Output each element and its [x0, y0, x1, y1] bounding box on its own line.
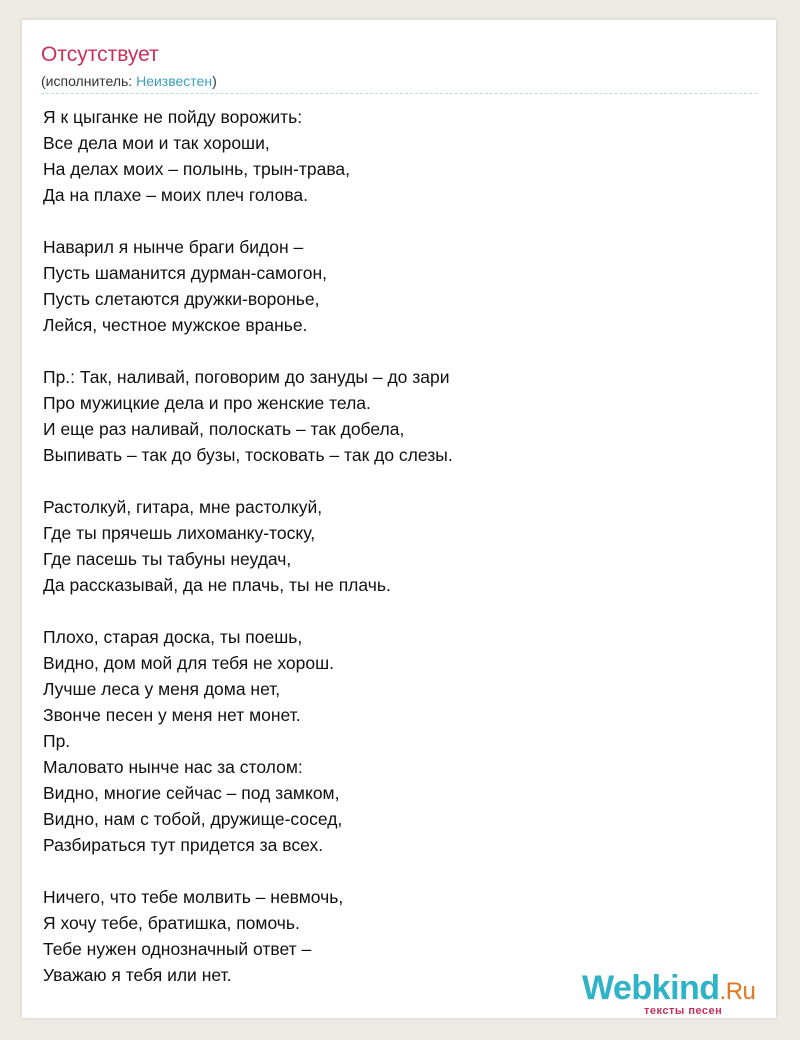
lyrics-line: Наварил я нынче браги бидон – [43, 237, 304, 257]
lyrics-line: Разбираться тут придется за всех. [43, 835, 324, 855]
lyrics-line: И еще раз наливай, полоскать – так добела, [43, 419, 405, 439]
lyrics-line: Лучше леса у меня дома нет, [43, 679, 281, 699]
lyrics-line: Где ты прячешь лихоманку-тоску, [43, 523, 316, 543]
artist-line [41, 72, 217, 90]
song-title: Отсутствует [41, 43, 159, 66]
lyrics-text [43, 104, 743, 1014]
lyrics-line: Пр.: Так, наливай, поговорим до зануды – до зари [43, 367, 450, 387]
lyrics-line: Все дела мои и так хороши, [43, 133, 270, 153]
lyrics-line: Я к цыганке не пойду ворожить: [43, 107, 303, 127]
lyrics-line: Видно, дом мой для тебя не хорош. [43, 653, 335, 673]
lyrics-stanza [43, 364, 743, 468]
lyrics-line: Растолкуй, гитара, мне растолкуй, [43, 497, 323, 517]
lyrics-line: Да рассказывай, да не плачь, ты не плачь. [43, 575, 391, 595]
title-divider [41, 93, 757, 94]
artist-suffix: ) [212, 73, 217, 89]
logo-brand-name: Webkind [582, 969, 720, 1007]
lyrics-stanza [43, 104, 743, 208]
lyrics-line: Видно, многие сейчас – под замком, [43, 783, 340, 803]
lyrics-line: Звонче песен у меня нет монет. [43, 705, 301, 725]
lyrics-stanza [43, 624, 743, 858]
lyrics-line: Пусть слетаются дружки-воронье, [43, 289, 320, 309]
lyrics-line: Про мужицкие дела и про женские тела. [43, 393, 371, 413]
logo-brand-tld: .Ru [719, 978, 756, 1005]
lyrics-line: Выпивать – так до бузы, тосковать – так до слезы. [43, 445, 453, 465]
logo-tagline: тексты песен [644, 1005, 723, 1017]
lyrics-line: Да на плахе – моих плеч голова. [43, 185, 309, 205]
artist-prefix: (исполнитель: [41, 73, 137, 89]
lyrics-line: Пр. [43, 731, 71, 751]
lyrics-line: На делах моих – полынь, трын-трава, [43, 159, 351, 179]
lyrics-line: Видно, нам с тобой, дружище-сосед, [43, 809, 343, 829]
lyrics-line: Маловато нынче нас за столом: [43, 757, 303, 777]
lyrics-stanza [43, 494, 743, 598]
lyrics-line: Лейся, честное мужское вранье. [43, 315, 308, 335]
lyrics-line: Уважаю я тебя или нет. [43, 965, 232, 985]
site-logo[interactable] [582, 968, 774, 1020]
lyrics-line: Пусть шаманится дурман-самогон, [43, 263, 328, 283]
lyrics-line: Ничего, что тебе молвить – невмочь, [43, 887, 344, 907]
lyrics-line: Я хочу тебе, братишка, помочь. [43, 913, 300, 933]
lyrics-line: Плохо, старая доска, ты поешь, [43, 627, 303, 647]
lyrics-line: Тебе нужен однозначный ответ – [43, 939, 312, 959]
lyrics-stanza [43, 234, 743, 338]
artist-link[interactable]: Неизвестен [136, 73, 213, 89]
lyrics-line: Где пасешь ты табуны неудач, [43, 549, 292, 569]
